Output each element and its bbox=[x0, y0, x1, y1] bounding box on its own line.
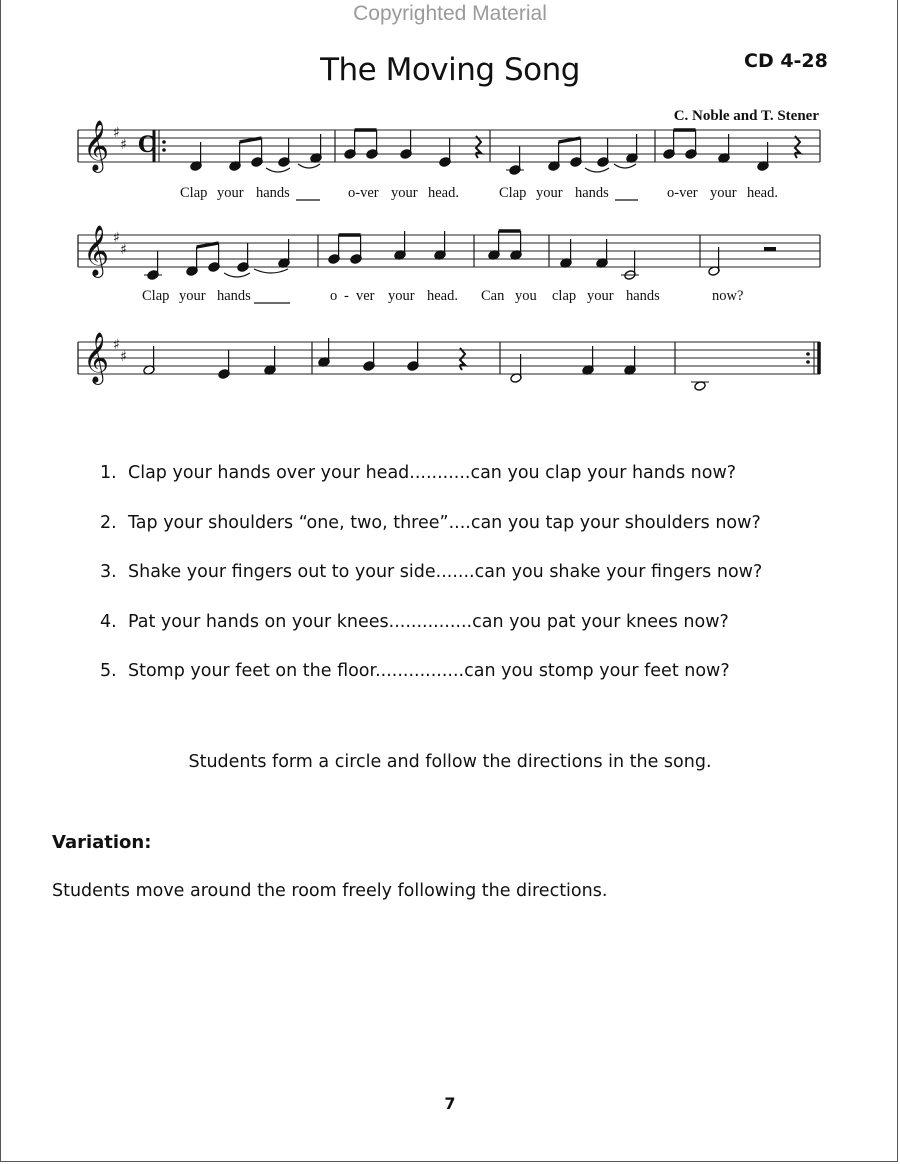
lyric-word: Can bbox=[481, 288, 505, 304]
repeat-dot bbox=[806, 360, 810, 364]
tie-slur bbox=[224, 273, 250, 277]
verse-text: Shake your fingers out to your side.......can you shake your fingers now? bbox=[128, 562, 763, 582]
song-title: The Moving Song bbox=[320, 52, 580, 88]
verse-number: 3. bbox=[100, 562, 117, 582]
lyric-word: Clap bbox=[499, 185, 527, 201]
sharp-icon: ♯ bbox=[120, 242, 127, 258]
sharp-icon: ♯ bbox=[113, 125, 120, 141]
verse-number: 5. bbox=[100, 661, 117, 681]
cd-track-label: CD 4-28 bbox=[744, 50, 828, 72]
sharp-icon: ♯ bbox=[113, 230, 120, 246]
lyric-word: head. bbox=[747, 185, 778, 201]
verse-item bbox=[100, 612, 762, 662]
lyric-word: o-ver bbox=[667, 185, 698, 201]
verse-list bbox=[100, 463, 762, 711]
lyric-word: your bbox=[587, 288, 614, 304]
copyright-watermark: Copyrighted Material bbox=[353, 2, 547, 25]
verse-item bbox=[100, 562, 762, 612]
repeat-dot bbox=[162, 140, 166, 144]
variation-text: Students move around the room freely following the directions. bbox=[52, 881, 608, 901]
tie-slur bbox=[298, 164, 320, 168]
lyric-word: clap bbox=[552, 288, 577, 304]
verse-item bbox=[100, 463, 762, 513]
lyric-word: your bbox=[391, 185, 418, 201]
treble-clef-icon: 𝄞 bbox=[83, 120, 110, 171]
eighth-beam bbox=[559, 138, 581, 142]
half-rest bbox=[764, 247, 776, 251]
lyric-word: your bbox=[536, 185, 563, 201]
quarter-rest bbox=[460, 348, 465, 370]
lyric-word: hands bbox=[575, 185, 609, 201]
lyric-word: Clap bbox=[142, 288, 170, 304]
verse-text: Pat your hands on your knees...............can you pat your knees now? bbox=[128, 611, 729, 632]
sheet-music bbox=[0, 0, 900, 430]
quarter-rest bbox=[795, 136, 800, 158]
treble-clef-icon: 𝄞 bbox=[83, 225, 110, 276]
common-time-icon: C bbox=[138, 132, 156, 158]
verse-text: Tap your shoulders “one, two, three”....can you tap your shoulders now? bbox=[128, 512, 761, 533]
sharp-icon: ♯ bbox=[120, 349, 127, 365]
verse-item bbox=[100, 661, 762, 711]
sharp-icon: ♯ bbox=[120, 137, 127, 153]
variation-heading: Variation: bbox=[52, 832, 152, 853]
lyric-word: head. bbox=[428, 185, 459, 201]
lyric-word: your bbox=[710, 185, 737, 201]
repeat-dot bbox=[162, 148, 166, 152]
eighth-beam bbox=[240, 138, 262, 142]
lyric-word: your bbox=[179, 288, 206, 304]
verse-text: Stomp your feet on the floor................can you stomp your feet now? bbox=[128, 661, 730, 681]
lyric-word: your bbox=[217, 185, 244, 201]
tie-slur bbox=[254, 269, 288, 273]
lyric-word: o-ver bbox=[348, 185, 379, 201]
lyric-word: you bbox=[515, 288, 537, 304]
treble-clef-icon: 𝄞 bbox=[83, 332, 110, 383]
verse-number: 2. bbox=[100, 512, 117, 533]
lyric-word: hands bbox=[256, 185, 290, 201]
sharp-icon: ♯ bbox=[113, 337, 120, 353]
repeat-dot bbox=[806, 352, 810, 356]
lyric-word: your bbox=[388, 288, 415, 304]
activity-instruction: Students form a circle and follow the directions in the song. bbox=[188, 752, 712, 772]
verse-number: 1. bbox=[100, 463, 117, 483]
lyric-word: o bbox=[330, 288, 338, 304]
verse-text: Clap your hands over your head...........can you clap your hands now? bbox=[128, 463, 737, 483]
page-number: 7 bbox=[444, 1094, 456, 1113]
lyric-word: head. bbox=[427, 288, 458, 304]
tie-slur bbox=[266, 168, 290, 172]
lyric-word: hands bbox=[217, 288, 251, 304]
lyric-word: - bbox=[344, 288, 349, 304]
verse-number: 4. bbox=[100, 611, 117, 632]
lyric-word: Clap bbox=[180, 185, 208, 201]
lyric-word: now? bbox=[712, 288, 744, 304]
lyric-word: ver bbox=[356, 288, 375, 304]
verse-item bbox=[100, 513, 762, 563]
tie-slur bbox=[614, 164, 636, 168]
composer-credit: C. Noble and T. Stener bbox=[673, 108, 819, 124]
lyric-word: hands bbox=[626, 288, 660, 304]
eighth-beam bbox=[197, 243, 219, 247]
quarter-rest bbox=[476, 136, 481, 158]
tie-slur bbox=[585, 168, 609, 172]
